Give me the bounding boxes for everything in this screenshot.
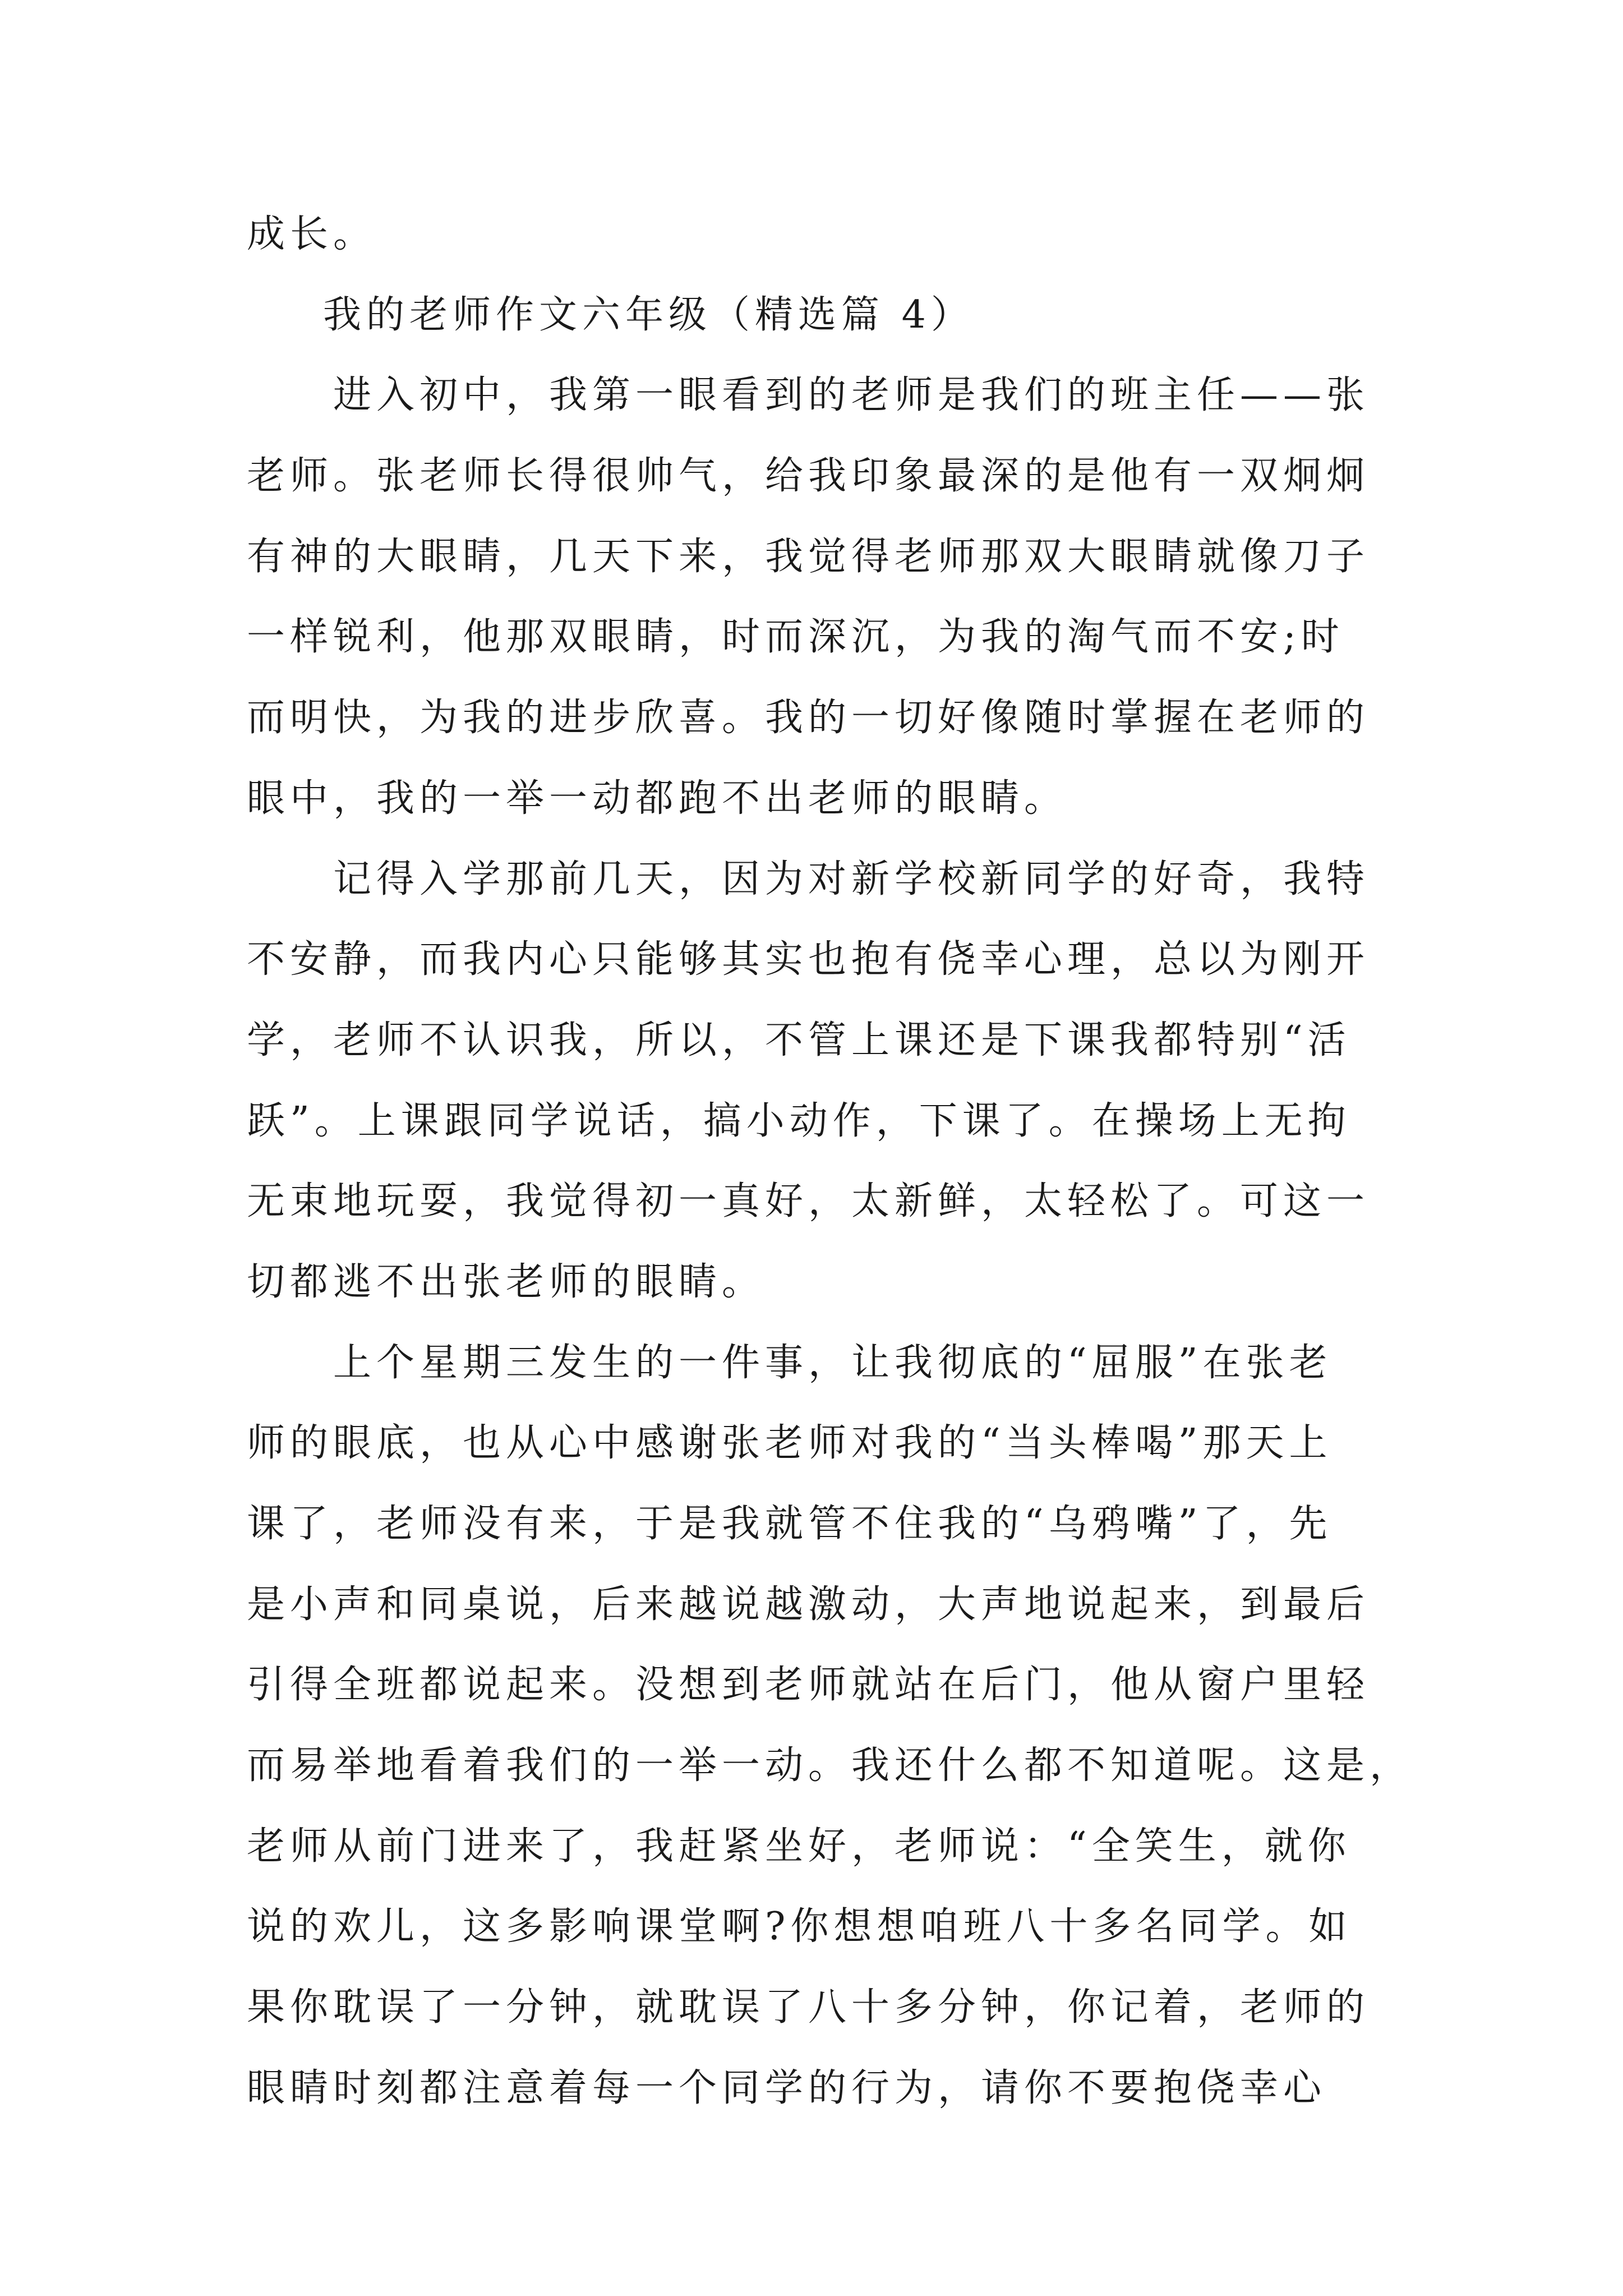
text-line: 学，老师不认识我，所以，不管上课还是下课我都特别“活 <box>247 1018 1351 1062</box>
text-line: 说的欢儿，这多影响课堂啊?你想想咱班八十多名同学。如 <box>247 1904 1352 1949</box>
text-line: 上个星期三发生的一件事，让我彻底的“屈服”在张老 <box>333 1340 1332 1385</box>
text-line: 课了，老师没有来，于是我就管不住我的“乌鸦嘴”了，先 <box>247 1502 1332 1546</box>
text-line: 果你耽误了一分钟，就耽误了八十多分钟，你记着，老师的 <box>247 1985 1370 2030</box>
text-line: 而明快，为我的进步欣喜。我的一切好像随时掌握在老师的 <box>247 696 1370 740</box>
text-line: 记得入学那前几天，因为对新学校新同学的好奇，我特 <box>333 857 1370 901</box>
text-line: 有神的大眼睛，几天下来，我觉得老师那双大眼睛就像刀子 <box>247 534 1370 579</box>
text-line: 老师。张老师长得很帅气，给我印象最深的是他有一双炯炯 <box>247 454 1370 499</box>
essay-body <box>247 194 1413 2129</box>
text-line: 师的眼底，也从心中感谢张老师对我的“当头棒喝”那天上 <box>247 1421 1332 1466</box>
text-line: 眼睛时刻都注意着每一个同学的行为，请你不要抱侥幸心 <box>247 2065 1327 2110</box>
text-line: 成长。 <box>247 212 377 256</box>
section-heading: 我的老师作文六年级（精选篇 4） <box>323 292 974 337</box>
text-line: 进入初中，我第一眼看到的老师是我们的班主任——张 <box>333 373 1370 418</box>
text-line: 一样锐利，他那双眼睛，时而深沉，为我的淘气而不安;时 <box>247 615 1344 660</box>
text-line: 不安静，而我内心只能够其实也抱有侥幸心理，总以为刚开 <box>247 937 1370 982</box>
text-line: 眼中，我的一举一动都跑不出老师的眼睛。 <box>247 776 1068 821</box>
text-line: 是小声和同桌说，后来越说越激动，大声地说起来，到最后 <box>247 1582 1370 1627</box>
text-line: 切都逃不出张老师的眼睛。 <box>247 1259 766 1304</box>
text-line: 而易举地看着我们的一举一动。我还什么都不知道呢。这是， <box>247 1743 1413 1788</box>
text-line: 无束地玩耍，我觉得初一真好，太新鲜，太轻松了。可这一 <box>247 1179 1370 1224</box>
text-line: 引得全班都说起来。没想到老师就站在后门，他从窗户里轻 <box>247 1663 1370 1708</box>
text-line: 老师从前门进来了，我赶紧坐好，老师说：“全笑生，就你 <box>247 1824 1351 1869</box>
text-line: 跃”。上课跟同学说话，搞小动作，下课了。在操场上无拘 <box>247 1098 1351 1143</box>
